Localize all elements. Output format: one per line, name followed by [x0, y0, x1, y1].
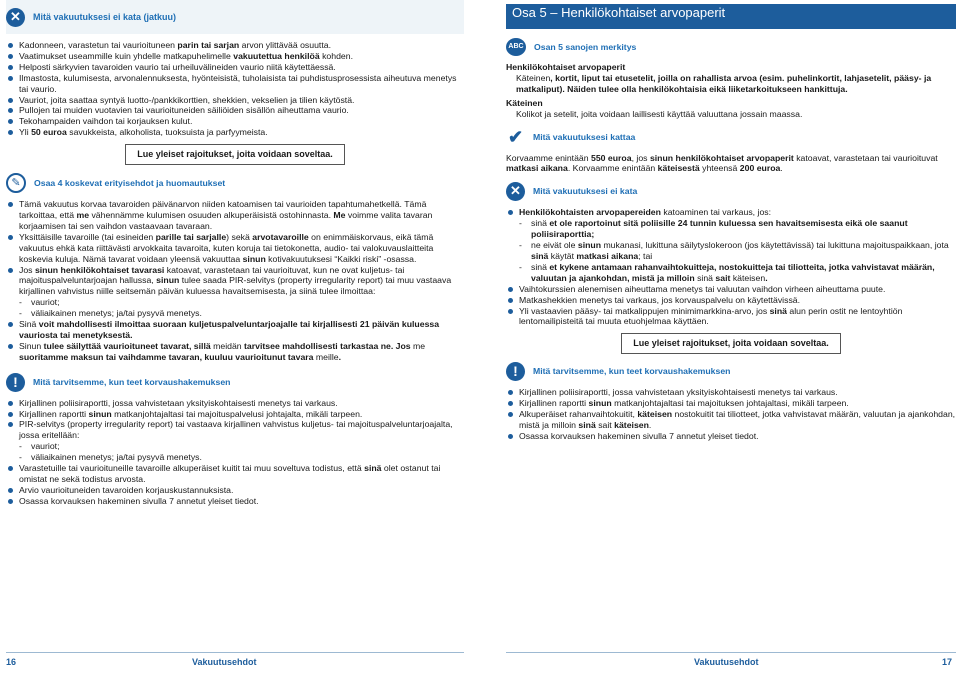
list-item: Vaatimukset useammille kuin yhdelle matkapuhelimelle vakuutettua henkilöä kohden.	[6, 51, 464, 62]
list-item: - sinä et kykene antamaan rahanvaihtokuitteja, nostokuitteja tai tiliotteita, jotka vahvistavat määrän, valuutan ja ajankohdan, mistä ja milloin sinä sait käteisen.	[506, 262, 956, 284]
list-item: Sinun tulee säilyttää vaurioituneet tavarat, sillä meidän tarvitsee mahdollisesti tarkastaa ne. Jos me suoritamme maksun tai vaihdamme tavaran, kuuluu vaurioitunut tavara meille.	[6, 341, 464, 363]
meanings-header	[506, 38, 956, 56]
left-page	[6, 0, 464, 507]
list-item: Yli 50 euroa savukkeista, alkoholista, tuoksuista ja parfyymeista.	[6, 127, 464, 138]
list-item: - sinä et ole raportoinut sitä poliisille 24 tunnin kuluessa sen havaitsemisesta eikä ole saanut poliisiraporttia;	[506, 218, 956, 240]
list-item: Kirjallinen poliisiraportti, jossa vahvistetaan yksityiskohtaisesti menetys tai varkaus.	[506, 387, 956, 398]
cross-icon: ✕	[506, 182, 525, 201]
list-item: Arvio vaurioituneiden tavaroiden korjauskustannuksista.	[6, 485, 464, 496]
list-item: Alkuperäiset rahanvaihtokuitit, käteisen nostokuitit tai tiliotteet, jotka vahvistavat määrän, valuutan ja ajankohdan, mistä ja milloin sinä sait käteisen.	[506, 409, 956, 431]
checkmark-icon: ✔	[507, 126, 524, 147]
list-item: - vauriot;	[6, 297, 464, 308]
term-title: Käteinen	[506, 97, 543, 108]
list-item: Osassa korvauksen hakeminen sivulla 7 annetut yleiset tiedot.	[506, 431, 956, 442]
list-item: Ilmastosta, kulumisesta, arvonalennuksesta, hyönteisistä, tuholaisista tai puhdistusprosessista aiheutuva menetys tai vaurio.	[6, 73, 464, 95]
list-item: Kirjallinen raportti sinun matkanjohtajaltasi tai majoituksen johtajaltasi, mikäli tarpeen.	[506, 398, 956, 409]
list-item: Jos sinun henkilökohtaiset tavarasi katoavat, varastetaan tai vaurioituvat, kun ne ovat kuljetus- tai majoituspalveluntarjoajan hallussa, sinun tulee saada PIR-selvitys (property irregularity report) tai muu vastaava kirjallinen vahvistus niille seitsemän päivän kuluessa havaitsemisesta, ja siinä tulee ilmoittaa:	[6, 265, 464, 298]
special-terms-header	[6, 173, 464, 193]
list-item: Kadonneen, varastetun tai vaurioituneen parin tai sarjan arvon ylittävää osuutta.	[6, 40, 464, 51]
section-heading: Osan 5 sanojen merkitys	[534, 41, 637, 52]
claim-needs-header	[6, 373, 464, 392]
general-limitations-box: Lue yleiset rajoitukset, joita voidaan soveltaa.	[621, 333, 841, 354]
list-item: - väliaikainen menetys; ja/tai pysyvä menetys.	[6, 452, 464, 463]
page-number: 17	[941, 657, 952, 667]
term-definition: Käteinen, kortit, liput tai etusetelit, joilla on rahallista arvoa (esim. puhelinkortit, lahjasetelit, pääsy- ja matkaliput). Näiden tulee olla henkilökohtaisia eikä liiketarkoitukseen hankittuja.	[516, 72, 932, 94]
list-item: Pullojen tai muiden vuotavien tai vaurioituneiden säiliöiden sisällön aiheuttama vaurio.	[6, 105, 464, 116]
list-item: Tämä vakuutus korvaa tavaroiden päivänarvon niiden katoamisen tai vaurioiden tapahtumahetkellä. Tämä tarkoittaa, että me vähennämme kulumisen osuuden alkuperäisistä ostohinnasta. Me voimme valita tavaran korjaamisen tai sen vaihdon vastaavaan tavaraan.	[6, 199, 464, 232]
cross-icon: ✕	[6, 8, 25, 27]
left-footer	[6, 657, 464, 675]
right-page	[506, 0, 956, 442]
left-header-strip	[6, 0, 464, 34]
section-heading: Mitä vakuutuksesi kattaa	[533, 131, 636, 142]
list-item: Vaihtokurssien alenemisen aiheuttama menetys tai valuutan vaihdon virheen aiheuttama puute.	[506, 284, 956, 295]
list-item: - väliaikainen menetys; ja/tai pysyvä menetys.	[6, 308, 464, 319]
exclamation-icon: !	[6, 373, 25, 392]
footer-label: Vakuutusehdot	[192, 657, 257, 667]
list-item: Vauriot, joita saattaa syntyä luotto-/pankkikorttien, shekkien, vekselien ja tilien käytöstä.	[6, 95, 464, 106]
not-covers-list	[506, 207, 956, 327]
page-title: Osa 5 – Henkilökohtaiset arvopaperit	[506, 4, 956, 29]
pen-icon: ✎	[6, 173, 26, 193]
section-heading: Osaa 4 koskevat erityisehdot ja huomautukset	[34, 177, 226, 188]
general-limitations-box: Lue yleiset rajoitukset, joita voidaan soveltaa.	[125, 144, 345, 165]
claim-needs-header	[506, 362, 956, 381]
list-item: Varastetuille tai vaurioituneille tavaroille alkuperäiset kuitit tai muu soveltuva todistus, että sinä olet ostanut tai omistat ne sekä todistus arvosta.	[6, 463, 464, 485]
term-title: Henkilökohtaiset arvopaperit	[506, 62, 626, 72]
covers-header	[506, 128, 956, 147]
list-item: Kirjallinen poliisiraportti, jossa vahvistetaan yksityiskohtaisesti menetys tai varkaus.	[6, 398, 464, 409]
list-item: Kirjallinen raportti sinun matkanjohtajaltasi tai majoituspalvelusi johtajalta, mikäli tarpeen.	[6, 409, 464, 420]
section-heading: Mitä tarvitsemme, kun teet korvaushakemuksen	[533, 366, 731, 377]
list-item: Tekohampaiden vaihdon tai korjauksen kulut.	[6, 116, 464, 127]
list-item: - vauriot;	[6, 441, 464, 452]
section-heading: Mitä tarvitsemme, kun teet korvaushakemuksen	[33, 376, 231, 387]
list-item: - ne eivät ole sinun mukanasi, lukittuna säilytyslokeroon (jos käytettävissä) tai lukittuna majoituspaikkaan, jota sinä käytät matkasi aikana; tai	[506, 240, 956, 262]
claim-needs-list	[506, 387, 956, 442]
section-heading: Mitä vakuutuksesi ei kata	[533, 186, 638, 197]
list-item: Matkashekkien menetys tai varkaus, jos korvauspalvelu on käytettävissä.	[506, 295, 956, 306]
section-heading: Mitä vakuutuksesi ei kata (jatkuu)	[33, 11, 177, 22]
list-item: PIR-selvitys (property irregularity report) tai vastaava kirjallinen vahvistus kuljetus- tai majoituspalveluntarjoajalta, jossa eritellään:	[6, 419, 464, 441]
term-definition: Kolikot ja setelit, joita voidaan laillisesti käyttää valuuttana jossain maassa.	[516, 108, 803, 119]
claim-needs-list	[6, 398, 464, 507]
list-item: Yli vastaavien pääsy- tai matkalippujen minimimarkkina-arvo, jos sinä alun perin ostit ne lentoyhtiön lentomailipisteitä tai muuta etuohjelmaa käyttäen.	[506, 306, 956, 328]
list-item: Yksittäisille tavaroille (tai esineiden parille tai sarjalle) sekä arvotavaroille on enimmäiskorvaus, eikä tämä vakuutus ehkä kata riittävästi arvokkaita tavaroita, kuten koruja tai tietokonetta, audio- tai valokuvauslaitteita koskevia kuluja. Nämä tavarat voidaan yleensä vakuuttaa sinun kotivakuutuksesi “Kaikki riski” -osassa.	[6, 232, 464, 265]
list-item: Helposti särkyvien tavaroiden vaurio tai urheiluvälineiden vaurio niitä käytettäessä.	[6, 62, 464, 73]
list-item: Sinä voit mahdollisesti ilmoittaa suoraan kuljetuspalveluntarjoajalle tai kirjallisesti 21 päivän kuluessa vauriosta tai menetyksestä.	[6, 319, 464, 341]
footer-label: Vakuutusehdot	[694, 657, 759, 667]
footer-divider	[6, 652, 464, 653]
list-item: Henkilökohtaisten arvopapereiden katoaminen tai varkaus, jos:	[506, 207, 956, 218]
page-number: 16	[6, 657, 17, 667]
list-item: Osassa korvauksen hakeminen sivulla 7 annetut yleiset tiedot.	[6, 496, 464, 507]
covers-text: Korvaamme enintään 550 euroa, jos sinun henkilökohtaiset arvopaperit katoavat, varastetaan tai vaurioituvat matkasi aikana. Korvaamme enintään käteisestä yhteensä 200 euroa.	[506, 152, 938, 174]
footer-divider	[506, 652, 956, 653]
abc-icon: ABC	[506, 38, 526, 56]
not-covers-header	[506, 182, 956, 201]
exclusions-list	[6, 40, 464, 138]
right-footer	[506, 657, 956, 675]
exclamation-icon: !	[506, 362, 525, 381]
special-terms-list	[6, 199, 464, 363]
